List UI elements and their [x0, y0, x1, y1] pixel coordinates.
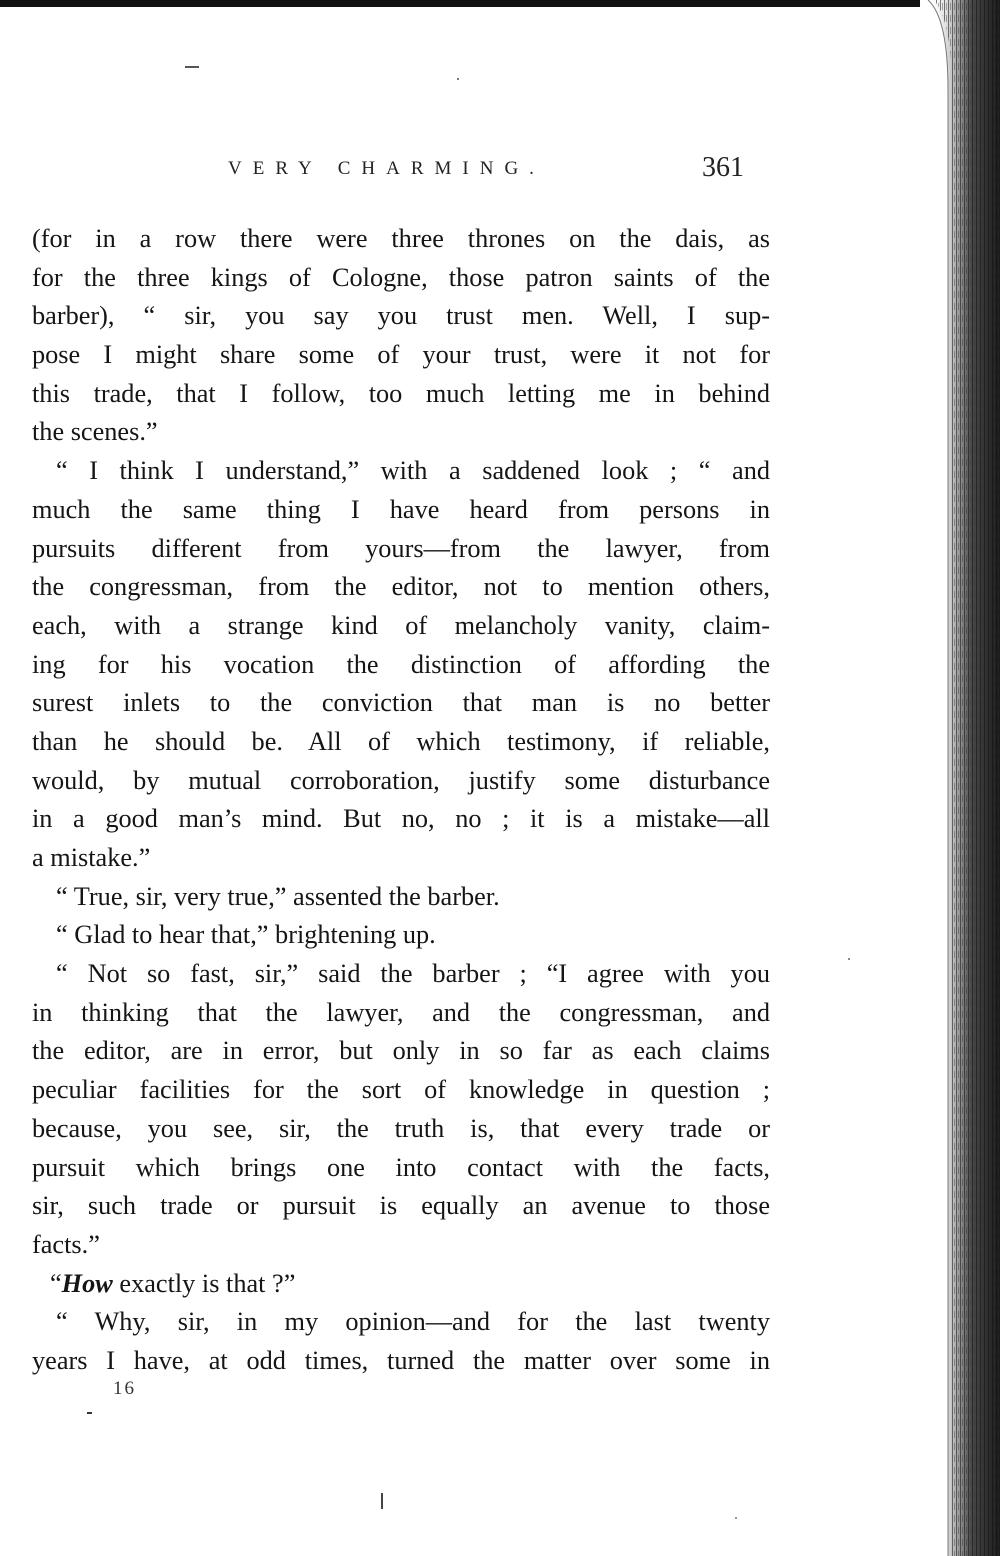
text-line: pose I might share some of your trust, were it not for [32, 340, 770, 370]
text-line: in a good man’s mind. But no, no ; it is a mistake—all [32, 804, 770, 834]
text-line: “ Not so fast, sir,” said the barber ; “I agree with you [56, 959, 770, 989]
text-line: much the same thing I have heard from persons in [32, 494, 770, 524]
text-line: this trade, that I follow, too much letting me in behind [32, 378, 770, 408]
text-line: the editor, are in error, but only in so far as each claims [32, 1036, 770, 1066]
body-text [32, 220, 770, 1381]
text-line: for the three kings of Cologne, those patron saints of the [32, 262, 770, 292]
text-line: surest inlets to the conviction that man is no better [32, 688, 770, 718]
speck [457, 78, 459, 80]
text-line: the scenes.” [32, 417, 158, 447]
text-line-how [32, 1265, 770, 1304]
text-line: peculiar facilities for the sort of knowledge in question ; [32, 1075, 770, 1105]
speck [848, 958, 850, 960]
top-rule [0, 0, 920, 7]
text-line: (for in a row there were three thrones on the dais, as [32, 224, 770, 253]
text-line: the congressman, from the editor, not to mention others, [32, 572, 770, 602]
text-line: pursuit which brings one into contact with the facts, [32, 1152, 770, 1182]
dash-mark [87, 1412, 92, 1414]
emphasis-word: How [61, 1268, 113, 1298]
text-line: a mistake.” [32, 843, 151, 872]
page-number: 361 [702, 152, 744, 183]
page-edge-shadow [908, 0, 1000, 1556]
speck [735, 1517, 737, 1519]
text-line: because, you see, sir, the truth is, that every trade or [32, 1113, 770, 1143]
text-line: “ Why, sir, in my opinion—and for the last twenty [56, 1307, 770, 1337]
open-quote: “ [50, 1268, 62, 1298]
text-line: sir, such trade or pursuit is equally an avenue to those [32, 1191, 770, 1221]
text-line: would, by mutual corroboration, justify some disturbance [32, 765, 770, 795]
text-line: barber), “ sir, you say you trust men. Well, I sup- [32, 301, 770, 331]
text-line: years I have, at odd times, turned the matter over some in [32, 1345, 770, 1375]
text-line: than he should be. All of which testimony, if reliable, [32, 726, 770, 756]
text-line: each, with a strange kind of melancholy vanity, claim- [32, 610, 770, 640]
top-notch-mark [185, 66, 199, 68]
text-line: facts.” [32, 1229, 100, 1259]
gutter-mark [381, 1493, 383, 1509]
text-line: “ True, sir, very true,” assented the barber. [56, 881, 500, 911]
text-line: pursuits different from yours—from the lawyer, from [32, 533, 770, 563]
text-line: in thinking that the lawyer, and the congressman, and [32, 997, 770, 1027]
text-line: “ Glad to hear that,” brightening up. [56, 920, 436, 950]
running-head: VERY CHARMING. [228, 158, 545, 179]
text-line: “ I think I understand,” with a saddened look ; “ and [56, 456, 770, 486]
text-line: ing for his vocation the distinction of affording the [32, 649, 770, 679]
signature-mark: 16 [113, 1378, 136, 1399]
text-line-rest: exactly is that ?” [119, 1268, 296, 1298]
